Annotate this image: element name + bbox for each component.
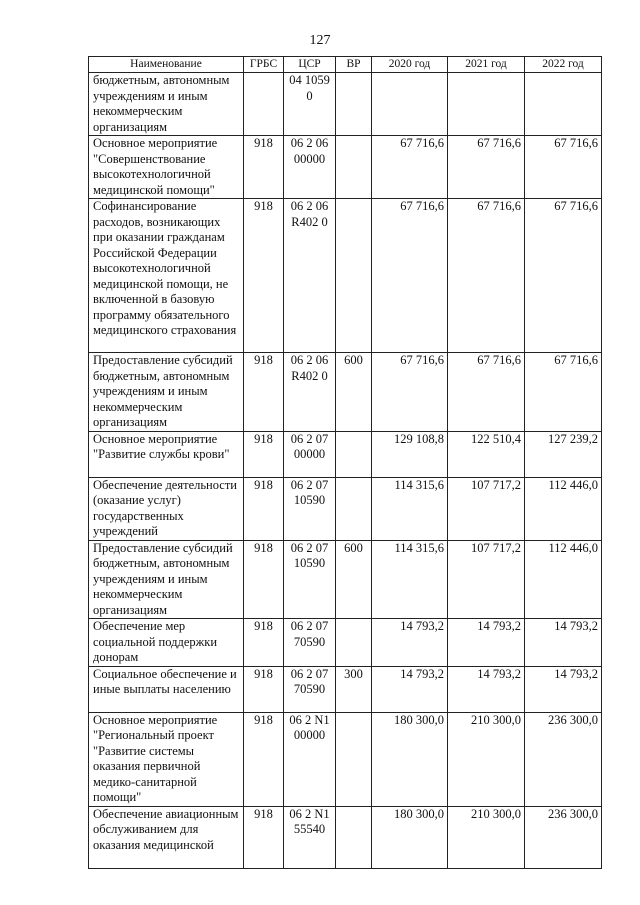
row-csr: 06 2 06 R402 0 xyxy=(284,199,336,353)
row-2021: 67 716,6 xyxy=(448,199,525,353)
row-2020 xyxy=(372,73,448,136)
table-row xyxy=(89,540,602,619)
row-grbs: 918 xyxy=(244,431,284,477)
header-vr: ВР xyxy=(336,57,372,73)
row-csr: 06 2 07 70590 xyxy=(284,666,336,712)
row-2020: 67 716,6 xyxy=(372,353,448,432)
row-vr xyxy=(336,806,372,868)
row-grbs: 918 xyxy=(244,199,284,353)
row-2020: 180 300,0 xyxy=(372,712,448,806)
row-name: Основное мероприятие "Совершенствование высокотехнологичной медицинской помощи" xyxy=(89,136,244,199)
row-2021: 107 717,2 xyxy=(448,477,525,540)
row-csr: 06 2 N1 55540 xyxy=(284,806,336,868)
row-csr: 06 2 07 70590 xyxy=(284,619,336,667)
header-grbs: ГРБС xyxy=(244,57,284,73)
row-2022: 14 793,2 xyxy=(525,666,602,712)
row-2021: 14 793,2 xyxy=(448,619,525,667)
table-row xyxy=(89,712,602,806)
header-2020: 2020 год xyxy=(372,57,448,73)
row-2022: 236 300,0 xyxy=(525,806,602,868)
row-grbs xyxy=(244,73,284,136)
row-name: Обеспечение авиационным обслуживанием для оказания медицинской xyxy=(89,806,244,868)
row-name: Софинансирование расходов, возникающих при оказании гражданам Российской Федерации высокотехнологичной медицинской помощи, не включенной в базовую программу обязательного медицинского страхования xyxy=(89,199,244,353)
row-vr: 600 xyxy=(336,353,372,432)
row-name: бюджетным, автономным учреждениям и иным некоммерческим организациям xyxy=(89,73,244,136)
row-2022: 112 446,0 xyxy=(525,477,602,540)
row-2021: 67 716,6 xyxy=(448,136,525,199)
table-row xyxy=(89,431,602,477)
table-row xyxy=(89,199,602,353)
header-2022: 2022 год xyxy=(525,57,602,73)
page-number: 127 xyxy=(309,33,331,48)
row-2021 xyxy=(448,73,525,136)
row-grbs: 918 xyxy=(244,540,284,619)
row-vr: 600 xyxy=(336,540,372,619)
row-2020: 14 793,2 xyxy=(372,666,448,712)
row-2021: 67 716,6 xyxy=(448,353,525,432)
row-2022 xyxy=(525,73,602,136)
table-row xyxy=(89,353,602,432)
row-vr xyxy=(336,619,372,667)
row-name: Социальное обеспечение и иные выплаты населению xyxy=(89,666,244,712)
row-csr: 06 2 07 00000 xyxy=(284,431,336,477)
row-vr xyxy=(336,199,372,353)
row-2022: 67 716,6 xyxy=(525,353,602,432)
row-2022: 14 793,2 xyxy=(525,619,602,667)
row-grbs: 918 xyxy=(244,353,284,432)
row-grbs: 918 xyxy=(244,619,284,667)
row-vr xyxy=(336,712,372,806)
row-2020: 14 793,2 xyxy=(372,619,448,667)
row-csr: 06 2 07 10590 xyxy=(284,540,336,619)
row-2022: 67 716,6 xyxy=(525,199,602,353)
row-2022: 67 716,6 xyxy=(525,136,602,199)
row-2020: 67 716,6 xyxy=(372,136,448,199)
row-2021: 14 793,2 xyxy=(448,666,525,712)
row-name: Обеспечение мер социальной поддержки донорам xyxy=(89,619,244,667)
row-grbs: 918 xyxy=(244,477,284,540)
row-csr: 06 2 06 00000 xyxy=(284,136,336,199)
row-2020: 67 716,6 xyxy=(372,199,448,353)
row-2021: 210 300,0 xyxy=(448,712,525,806)
header-2021: 2021 год xyxy=(448,57,525,73)
table-row xyxy=(89,477,602,540)
row-name: Обеспечение деятельности (оказание услуг) государственных учреждений xyxy=(89,477,244,540)
row-csr: 06 2 06 R402 0 xyxy=(284,353,336,432)
table-row xyxy=(89,73,602,136)
row-grbs: 918 xyxy=(244,666,284,712)
row-vr: 300 xyxy=(336,666,372,712)
row-2020: 114 315,6 xyxy=(372,477,448,540)
row-vr xyxy=(336,431,372,477)
row-name: Предоставление субсидий бюджетным, автономным учреждениям и иным некоммерческим организациям xyxy=(89,353,244,432)
row-csr: 06 2 N1 00000 xyxy=(284,712,336,806)
row-2021: 210 300,0 xyxy=(448,806,525,868)
row-csr: 06 2 07 10590 xyxy=(284,477,336,540)
row-csr: 04 10590 xyxy=(284,73,336,136)
row-2022: 236 300,0 xyxy=(525,712,602,806)
row-grbs: 918 xyxy=(244,806,284,868)
row-2022: 112 446,0 xyxy=(525,540,602,619)
table-row xyxy=(89,136,602,199)
table-header-row xyxy=(89,57,602,73)
row-2020: 114 315,6 xyxy=(372,540,448,619)
table-row xyxy=(89,666,602,712)
header-name: Наименование xyxy=(89,57,244,73)
row-name: Предоставление субсидий бюджетным, автономным учреждениям и иным некоммерческим организациям xyxy=(89,540,244,619)
row-2022: 127 239,2 xyxy=(525,431,602,477)
row-vr xyxy=(336,477,372,540)
row-name: Основное мероприятие "Региональный проект "Развитие системы оказания первичной медико-санитарной помощи" xyxy=(89,712,244,806)
row-2021: 107 717,2 xyxy=(448,540,525,619)
table-row xyxy=(89,619,602,667)
row-grbs: 918 xyxy=(244,712,284,806)
table-row xyxy=(89,806,602,868)
budget-table xyxy=(88,56,602,869)
row-grbs: 918 xyxy=(244,136,284,199)
row-vr xyxy=(336,136,372,199)
row-vr xyxy=(336,73,372,136)
row-name: Основное мероприятие "Развитие службы крови" xyxy=(89,431,244,477)
row-2021: 122 510,4 xyxy=(448,431,525,477)
row-2020: 129 108,8 xyxy=(372,431,448,477)
header-csr: ЦСР xyxy=(284,57,336,73)
row-2020: 180 300,0 xyxy=(372,806,448,868)
